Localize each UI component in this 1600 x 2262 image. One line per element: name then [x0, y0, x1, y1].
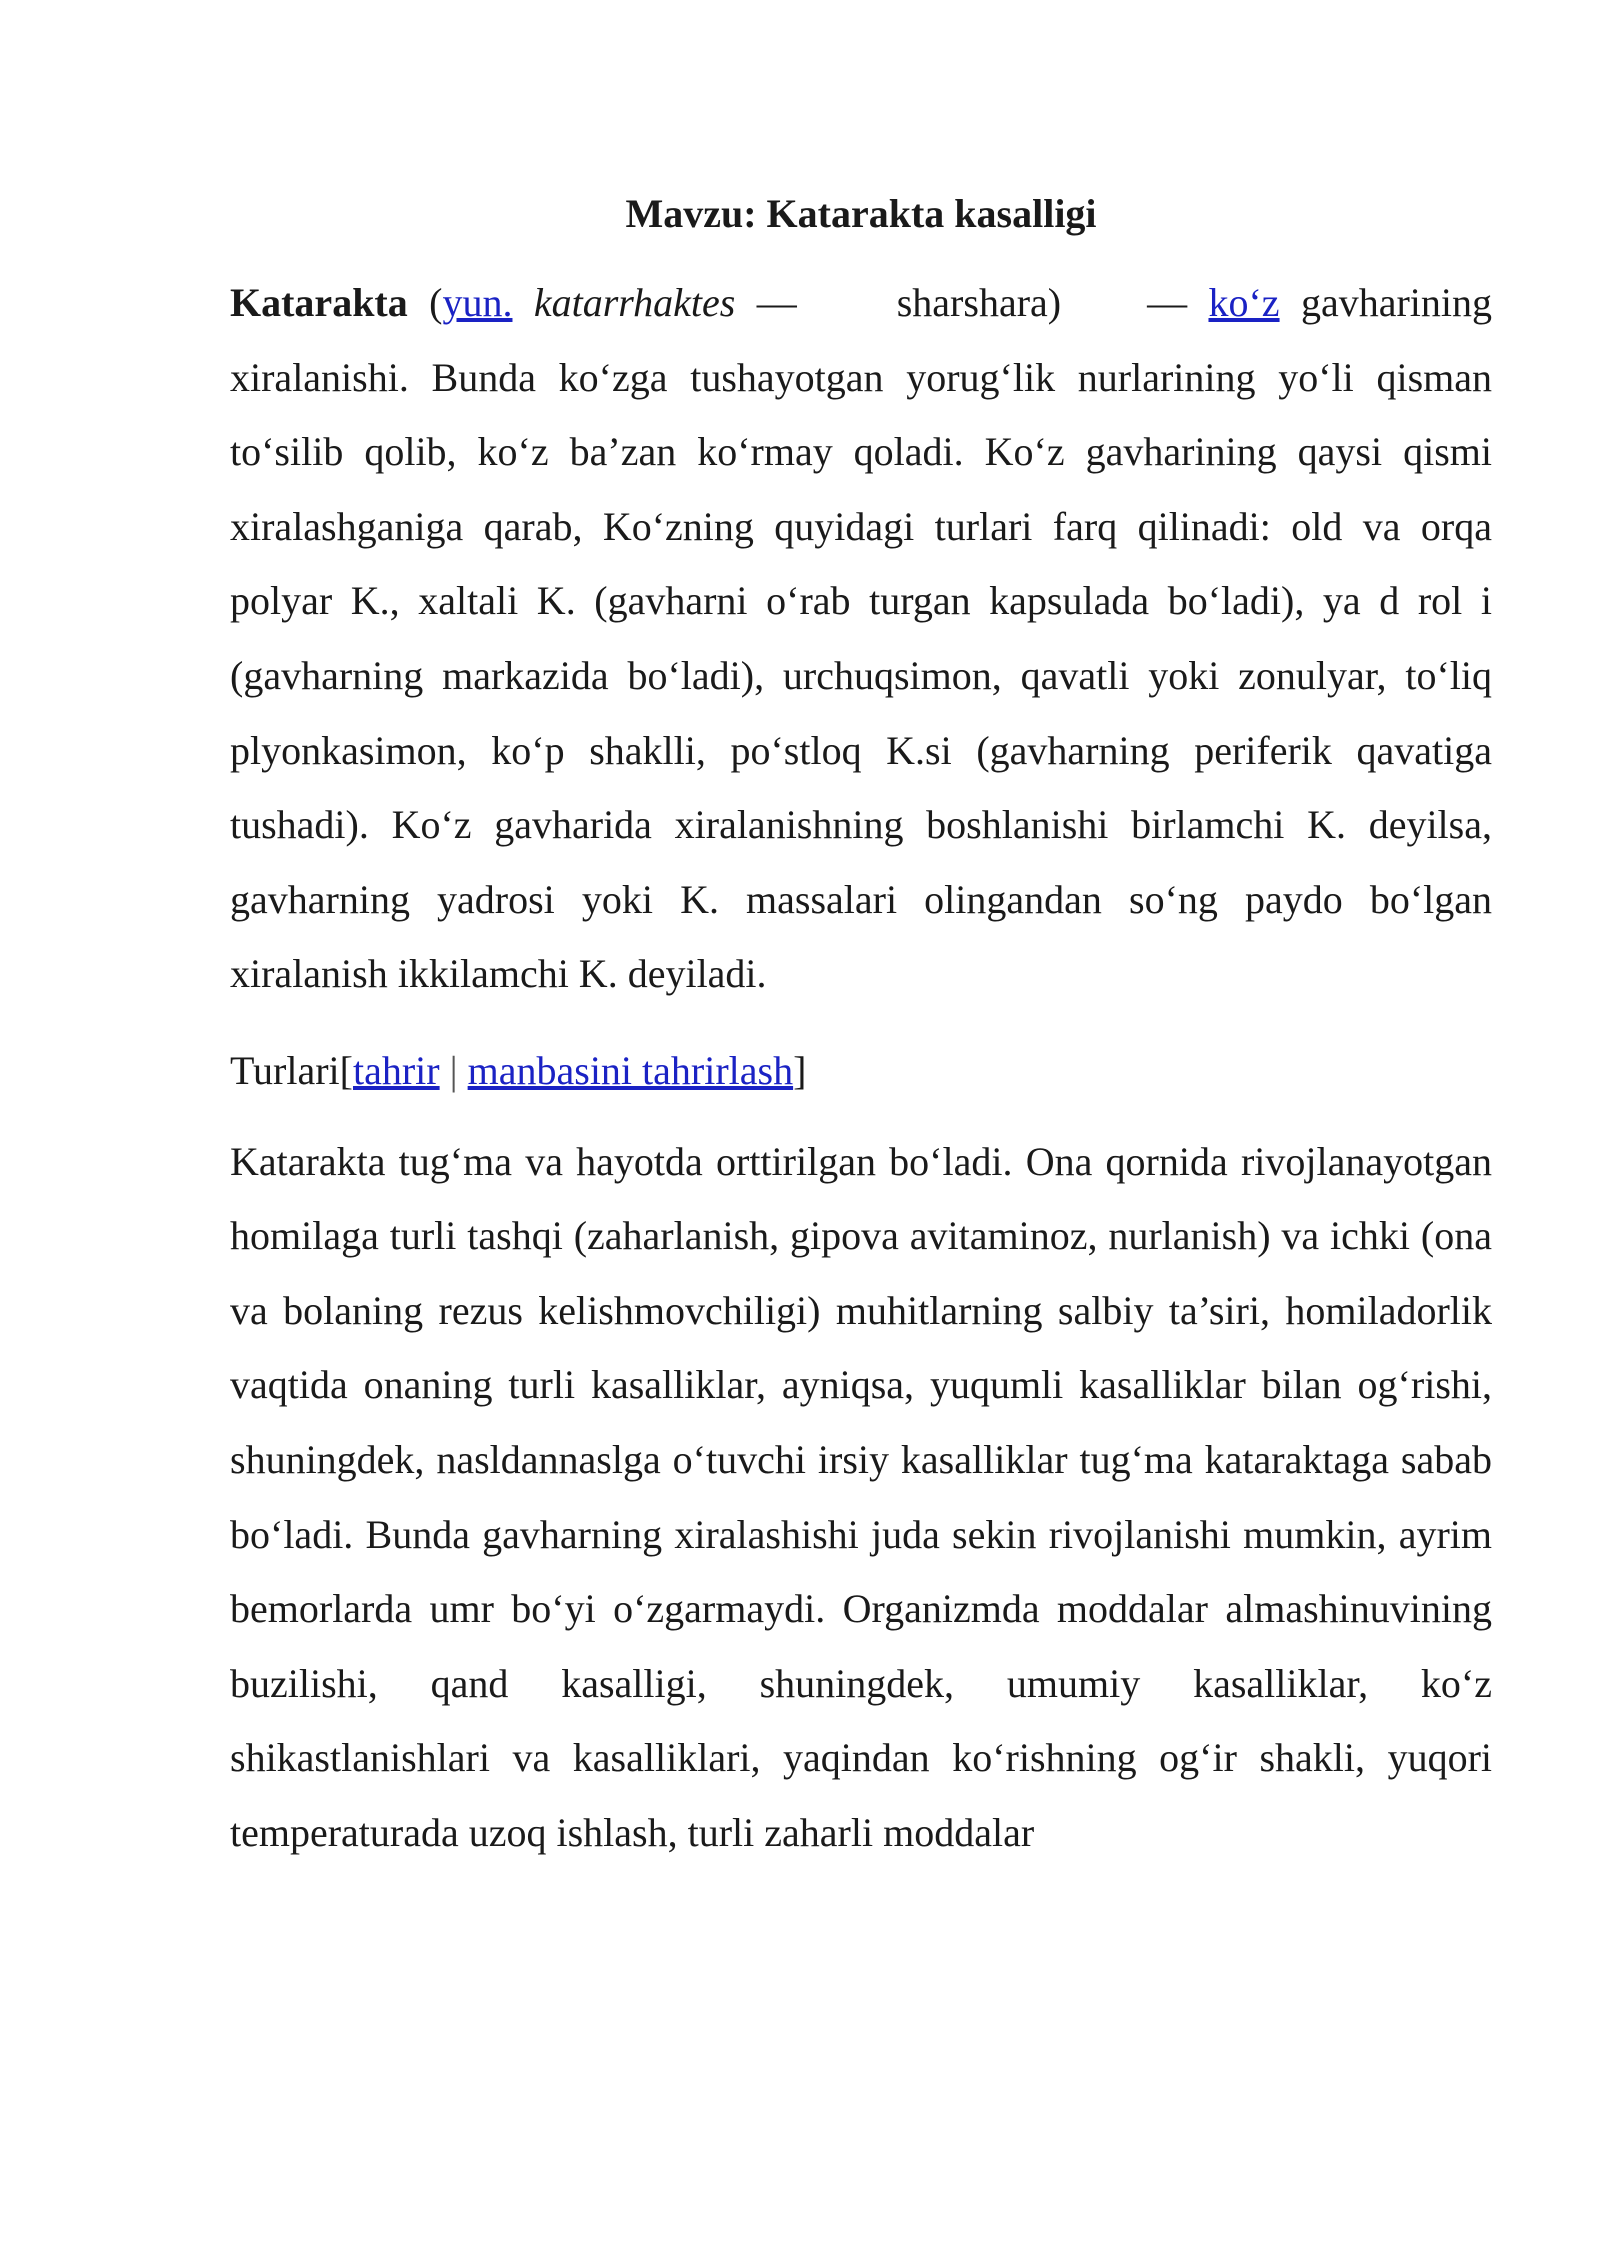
- document-page: [230, 180, 1492, 1870]
- bracket-close: ]: [793, 1047, 807, 1093]
- intro-rest: gavharining xiralanishi. Bunda ko‘zga tushayotgan yorug‘lik nurlarining yo‘li qisman to‘silib qolib, ko‘z ba’zan ko‘rmay qoladi. Ko‘z gavharining qaysi qismi xiralashganiga qarab, Ko‘zning quyidagi turlari farq qilinadi: old va orqa polyar K., xaltali K. (gavharni o‘rab turgan kapsulada bo‘ladi), ya d rol i (gavharning markazida bo‘ladi), urchuqsimon, qavatli yoki zonulyar, to‘liq plyonkasimon, ko‘p shaklli, po‘stloq K.si (gavharning periferik qavatiga tushadi). Ko‘z gavharida xiralanishning boshlanishi birlamchi K. deyilsa, gavharning yadrosi yoki K. massalari olingandan so‘ng paydo bo‘lgan xiralanish ikkilamchi K. deyiladi.: [230, 280, 1493, 997]
- link-separator: |: [439, 1047, 468, 1093]
- lang-link[interactable]: yun.: [442, 280, 513, 325]
- open-paren: (: [407, 280, 443, 325]
- edit-source-link[interactable]: manbasini tahrirlash: [467, 1047, 794, 1093]
- term-bold: Katarakta: [230, 280, 408, 325]
- intro-paragraph: [230, 266, 1492, 1012]
- section-heading-text: Turlari: [230, 1047, 340, 1093]
- meaning-text: sharshara): [896, 280, 1062, 325]
- eye-link[interactable]: ko‘z: [1208, 280, 1280, 325]
- dash-1: —: [735, 280, 797, 325]
- bracket-open: [: [339, 1047, 353, 1093]
- greek-word: katarrhaktes: [533, 280, 736, 325]
- edit-link[interactable]: tahrir: [352, 1047, 440, 1093]
- dash-2: —: [1147, 280, 1209, 325]
- document-title: Mavzu: Katarakta kasalligi: [625, 191, 1097, 236]
- body-paragraph: Katarakta tug‘ma va hayotda orttirilgan bo‘ladi. Ona qornida rivojlanayotgan homilaga turli tashqi (zaharlanish, gipova avitaminoz, nurlanish) va ichki (ona va bolaning rezus kelishmovchiligi) muhitlarning salbiy ta’siri, homiladorlik vaqtida onaning turli kasalliklar, ayniqsa, yuqumli kasalliklar bilan og‘rishi, shuningdek, nasldannaslga o‘tuvchi irsiy kasalliklar tug‘ma kataraktaga sabab bo‘ladi. Bunda gavharning xiralashishi juda sekin rivojlanishi mumkin, ayrim bemorlarda umr bo‘yi o‘zgarmaydi. Organizmda moddalar almashinuvining buzilishi, qand kasalligi, shuningdek, umumiy kasalliklar, ko‘z shikastlanishlari va kasalliklari, yaqindan ko‘rishning og‘ir shakli, yuqori temperaturada uzoq ishlash, turli zaharli moddalar: [230, 1138, 1492, 1855]
- section-heading: [230, 1034, 1492, 1109]
